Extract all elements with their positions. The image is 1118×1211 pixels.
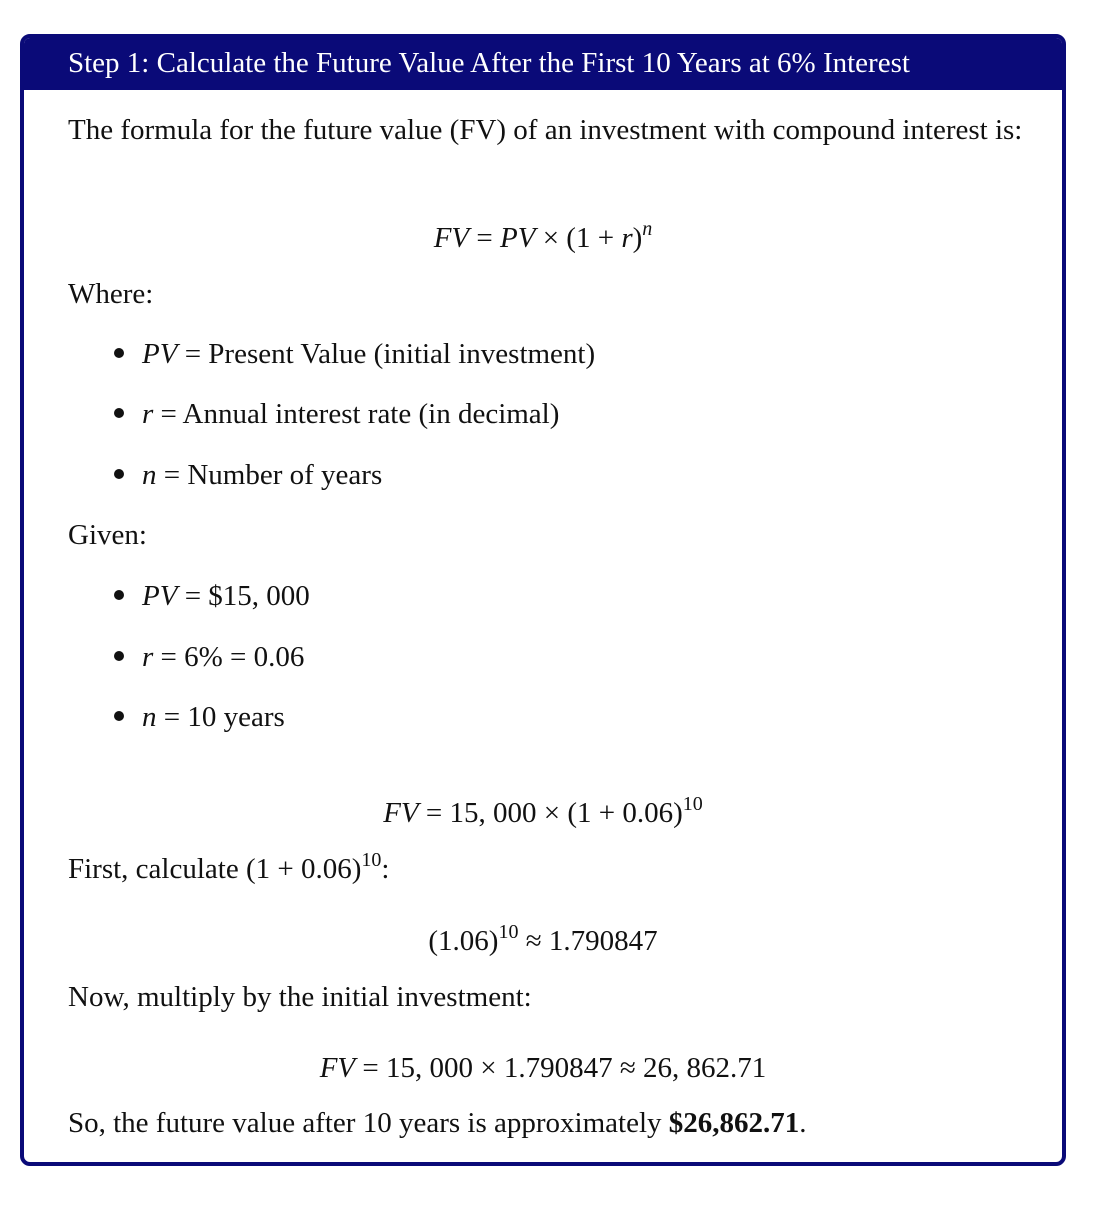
first-exponent: 10	[361, 849, 382, 871]
bullet-icon	[114, 469, 124, 479]
fv-formula	[24, 220, 1062, 257]
bullet-icon	[114, 348, 124, 358]
formula-fv: FV	[433, 222, 470, 254]
formula-pv: PV	[500, 222, 536, 254]
given-item-pv	[114, 578, 310, 615]
given-item-r	[114, 639, 304, 676]
given-value: = 6% = 0.06	[153, 641, 305, 673]
formula-equals: =	[469, 222, 500, 254]
given-value: = $15, 000	[177, 580, 310, 612]
where-definition: = Present Value (initial investment)	[177, 338, 596, 370]
conclusion-paragraph	[68, 1105, 1028, 1142]
step-title: Step 1: Calculate the Future Value After the First 10 Years at 6% Interest	[24, 38, 1062, 90]
eq-fv: FV	[319, 1052, 356, 1084]
formula-close: )	[632, 222, 643, 254]
bullet-icon	[114, 711, 124, 721]
where-symbol: r	[142, 398, 154, 430]
step-box	[20, 34, 1066, 1166]
where-item-n	[114, 457, 382, 494]
conclusion-value: $26,862.71	[668, 1107, 800, 1139]
where-definition: = Number of years	[156, 459, 383, 491]
formula-exponent: n	[642, 218, 653, 240]
where-symbol: n	[142, 459, 157, 491]
where-symbol: PV	[142, 338, 178, 370]
given-symbol: PV	[142, 580, 178, 612]
eq-fv: FV	[383, 797, 419, 829]
given-symbol: r	[142, 641, 154, 673]
growth-factor-equation	[24, 923, 1062, 960]
fv-substitution	[24, 795, 1062, 832]
bullet-icon	[114, 590, 124, 600]
given-label: Given:	[68, 519, 147, 551]
eq-exponent: 10	[682, 793, 703, 815]
first-text: First, calculate (1 + 0.06)	[68, 853, 362, 885]
eq-rhs: = 15, 000 × 1.790847 ≈ 26, 862.71	[355, 1052, 767, 1084]
given-symbol: n	[142, 701, 157, 733]
conclusion-tail: .	[799, 1107, 807, 1139]
conclusion-text: So, the future value after 10 years is approximately	[68, 1107, 669, 1139]
first-step-text	[68, 851, 1028, 888]
eq-exponent: 10	[498, 921, 519, 943]
eq-rhs: = 15, 000 × (1 + 0.06)	[418, 797, 683, 829]
given-value: = 10 years	[156, 701, 285, 733]
where-label: Where:	[68, 278, 154, 310]
bullet-icon	[114, 408, 124, 418]
eq-base: (1.06)	[428, 925, 499, 957]
where-item-pv	[114, 336, 595, 373]
eq-rhs: ≈ 1.790847	[518, 925, 658, 957]
given-item-n	[114, 699, 285, 736]
where-definition: = Annual interest rate (in decimal)	[153, 398, 560, 430]
bullet-icon	[114, 651, 124, 661]
where-item-r	[114, 396, 559, 433]
intro-paragraph: The formula for the future value (FV) of an investment with compound interest is:	[68, 114, 1023, 146]
formula-times: × (1 +	[535, 222, 622, 254]
formula-r: r	[621, 222, 633, 254]
first-tail: :	[381, 853, 390, 885]
multiply-text: Now, multiply by the initial investment:	[68, 981, 532, 1013]
fv-result-equation	[24, 1050, 1062, 1087]
